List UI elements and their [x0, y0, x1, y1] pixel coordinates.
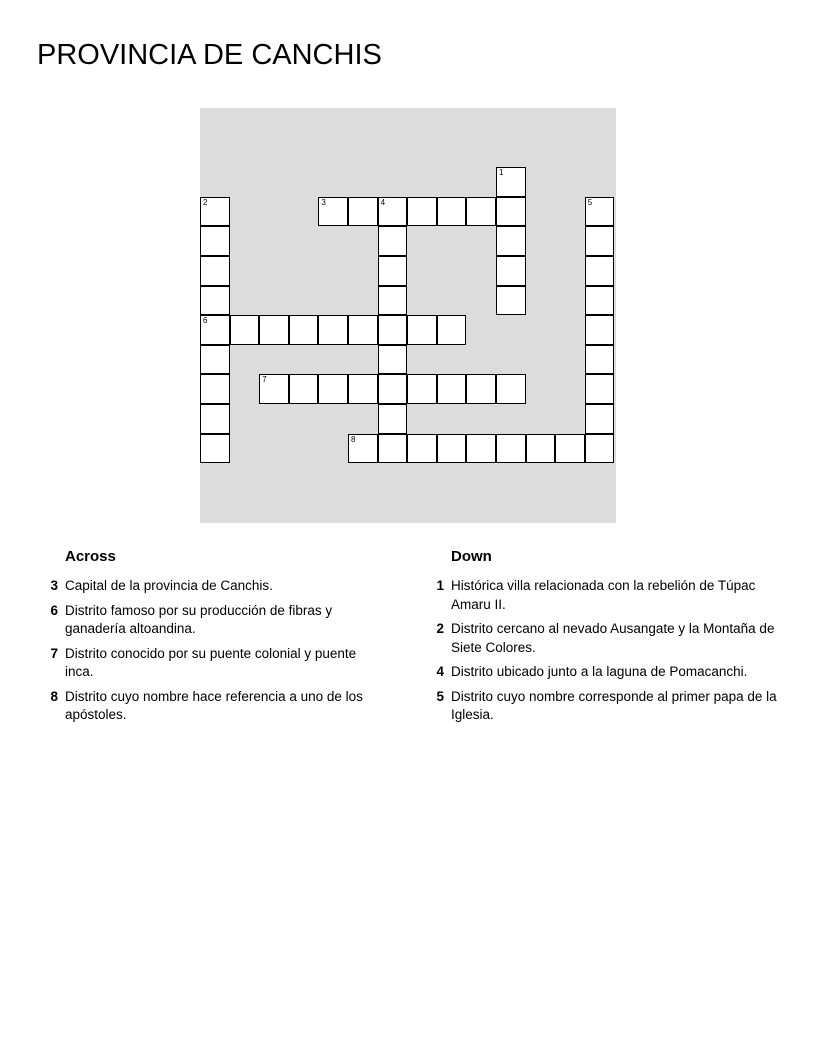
- cell-number: 8: [351, 434, 356, 444]
- grid-cell: [318, 197, 348, 227]
- grid-cell: [407, 315, 437, 345]
- clue-across-3: [44, 577, 384, 596]
- grid-cell: [200, 315, 230, 345]
- grid-cell: [318, 374, 348, 404]
- cell-number: 1: [499, 168, 504, 178]
- clue-number: 2: [436, 621, 444, 636]
- clue-number: 8: [50, 688, 58, 704]
- grid-cell: [378, 434, 408, 464]
- clue-down-4: [430, 663, 780, 682]
- grid-cell: [555, 434, 585, 464]
- grid-cell: [585, 345, 615, 375]
- grid-cell: [585, 226, 615, 256]
- grid-cell: [407, 197, 437, 227]
- grid-cell: [378, 286, 408, 316]
- grid-cell: [378, 197, 408, 227]
- clue-number: 5: [436, 688, 444, 704]
- grid-cell: [585, 256, 615, 286]
- grid-cell: [378, 345, 408, 375]
- clue-across-8: [44, 688, 384, 725]
- grid-cell: [378, 256, 408, 286]
- grid-cell: [348, 315, 378, 345]
- grid-cell: [496, 434, 526, 464]
- grid-cell: [585, 286, 615, 316]
- grid-cell: [230, 315, 260, 345]
- down-heading: Down: [451, 548, 492, 565]
- clue-text: Distrito cercano al nevado Ausangate y la Montaña de Siete Colores.: [451, 621, 775, 655]
- cell-number: 4: [380, 197, 386, 207]
- grid-cell: [378, 226, 408, 256]
- cell-number: 5: [587, 197, 593, 207]
- clue-number: 4: [436, 664, 444, 679]
- clue-down-2: [430, 620, 780, 657]
- grid-cell: [289, 374, 319, 404]
- grid-cell: [378, 315, 408, 345]
- cell-number: 2: [203, 197, 208, 207]
- grid-cell: [200, 404, 230, 434]
- grid-cell: [289, 315, 319, 345]
- grid-cell: [437, 374, 467, 404]
- clue-down-5: [430, 688, 780, 725]
- down-clues: [430, 546, 780, 731]
- clue-text: Histórica villa relacionada con la rebelión de Túpac Amaru II.: [451, 578, 756, 612]
- grid-cell: [496, 256, 526, 286]
- grid-cell: [585, 434, 615, 464]
- clue-down-1: [430, 577, 780, 614]
- grid-cell: [259, 374, 289, 404]
- grid-cell: [437, 197, 467, 227]
- clue-text: Capital de la provincia de Canchis.: [65, 578, 273, 593]
- clue-across-6: [44, 602, 384, 639]
- grid-cell: [378, 374, 408, 404]
- grid-cell: [496, 374, 526, 404]
- grid-cell: [348, 197, 378, 227]
- clue-text: Distrito cuyo nombre corresponde al primer papa de la Iglesia.: [451, 688, 777, 722]
- grid-cell: [200, 345, 230, 375]
- grid-cell: [348, 374, 378, 404]
- cell-number: 7: [262, 375, 267, 385]
- grid-cell: [496, 197, 526, 227]
- clue-text: Distrito ubicado junto a la laguna de Pomacanchi.: [451, 664, 748, 679]
- grid-cell: [200, 256, 230, 286]
- clue-number: 6: [50, 602, 58, 618]
- grid-cell: [496, 226, 526, 256]
- grid-cell: [437, 434, 467, 464]
- grid-cell: [200, 226, 230, 256]
- clue-text: Distrito cuyo nombre hace referencia a uno de los apóstoles.: [65, 688, 363, 722]
- grid-cell: [585, 315, 615, 345]
- grid-cell: [496, 167, 526, 197]
- grid-cell: [466, 374, 496, 404]
- crossword-grid: [200, 108, 616, 523]
- grid-cell: [526, 434, 556, 464]
- grid-cell: [407, 434, 437, 464]
- grid-cell: [348, 434, 378, 464]
- grid-cell: [200, 434, 230, 464]
- grid-cell: [496, 286, 526, 316]
- grid-cell: [318, 315, 348, 345]
- clue-number: 1: [436, 578, 444, 593]
- cell-number: 3: [321, 197, 326, 207]
- clue-text: Distrito conocido por su puente colonial y puente inca.: [65, 645, 357, 679]
- grid-cell: [200, 374, 230, 404]
- grid-cell: [585, 404, 615, 434]
- clue-across-7: [44, 645, 384, 682]
- grid-cell: [466, 197, 496, 227]
- grid-cell: [200, 286, 230, 316]
- clue-text: Distrito famoso por su producción de fibras y ganadería altoandina.: [65, 602, 333, 636]
- clue-number: 3: [50, 578, 58, 593]
- grid-cell: [585, 197, 615, 227]
- grid-cell: [259, 315, 289, 345]
- cell-number: 6: [203, 316, 208, 326]
- across-heading: Across: [65, 548, 116, 565]
- grid-cell: [466, 434, 496, 464]
- grid-cell: [585, 374, 615, 404]
- grid-cell: [378, 404, 408, 434]
- grid-cell: [200, 197, 230, 227]
- clue-number: 7: [50, 645, 58, 661]
- grid-cell: [407, 374, 437, 404]
- across-clues: [44, 546, 384, 731]
- grid-cell: [437, 315, 467, 345]
- page-title: PROVINCIA DE CANCHIS: [37, 39, 382, 71]
